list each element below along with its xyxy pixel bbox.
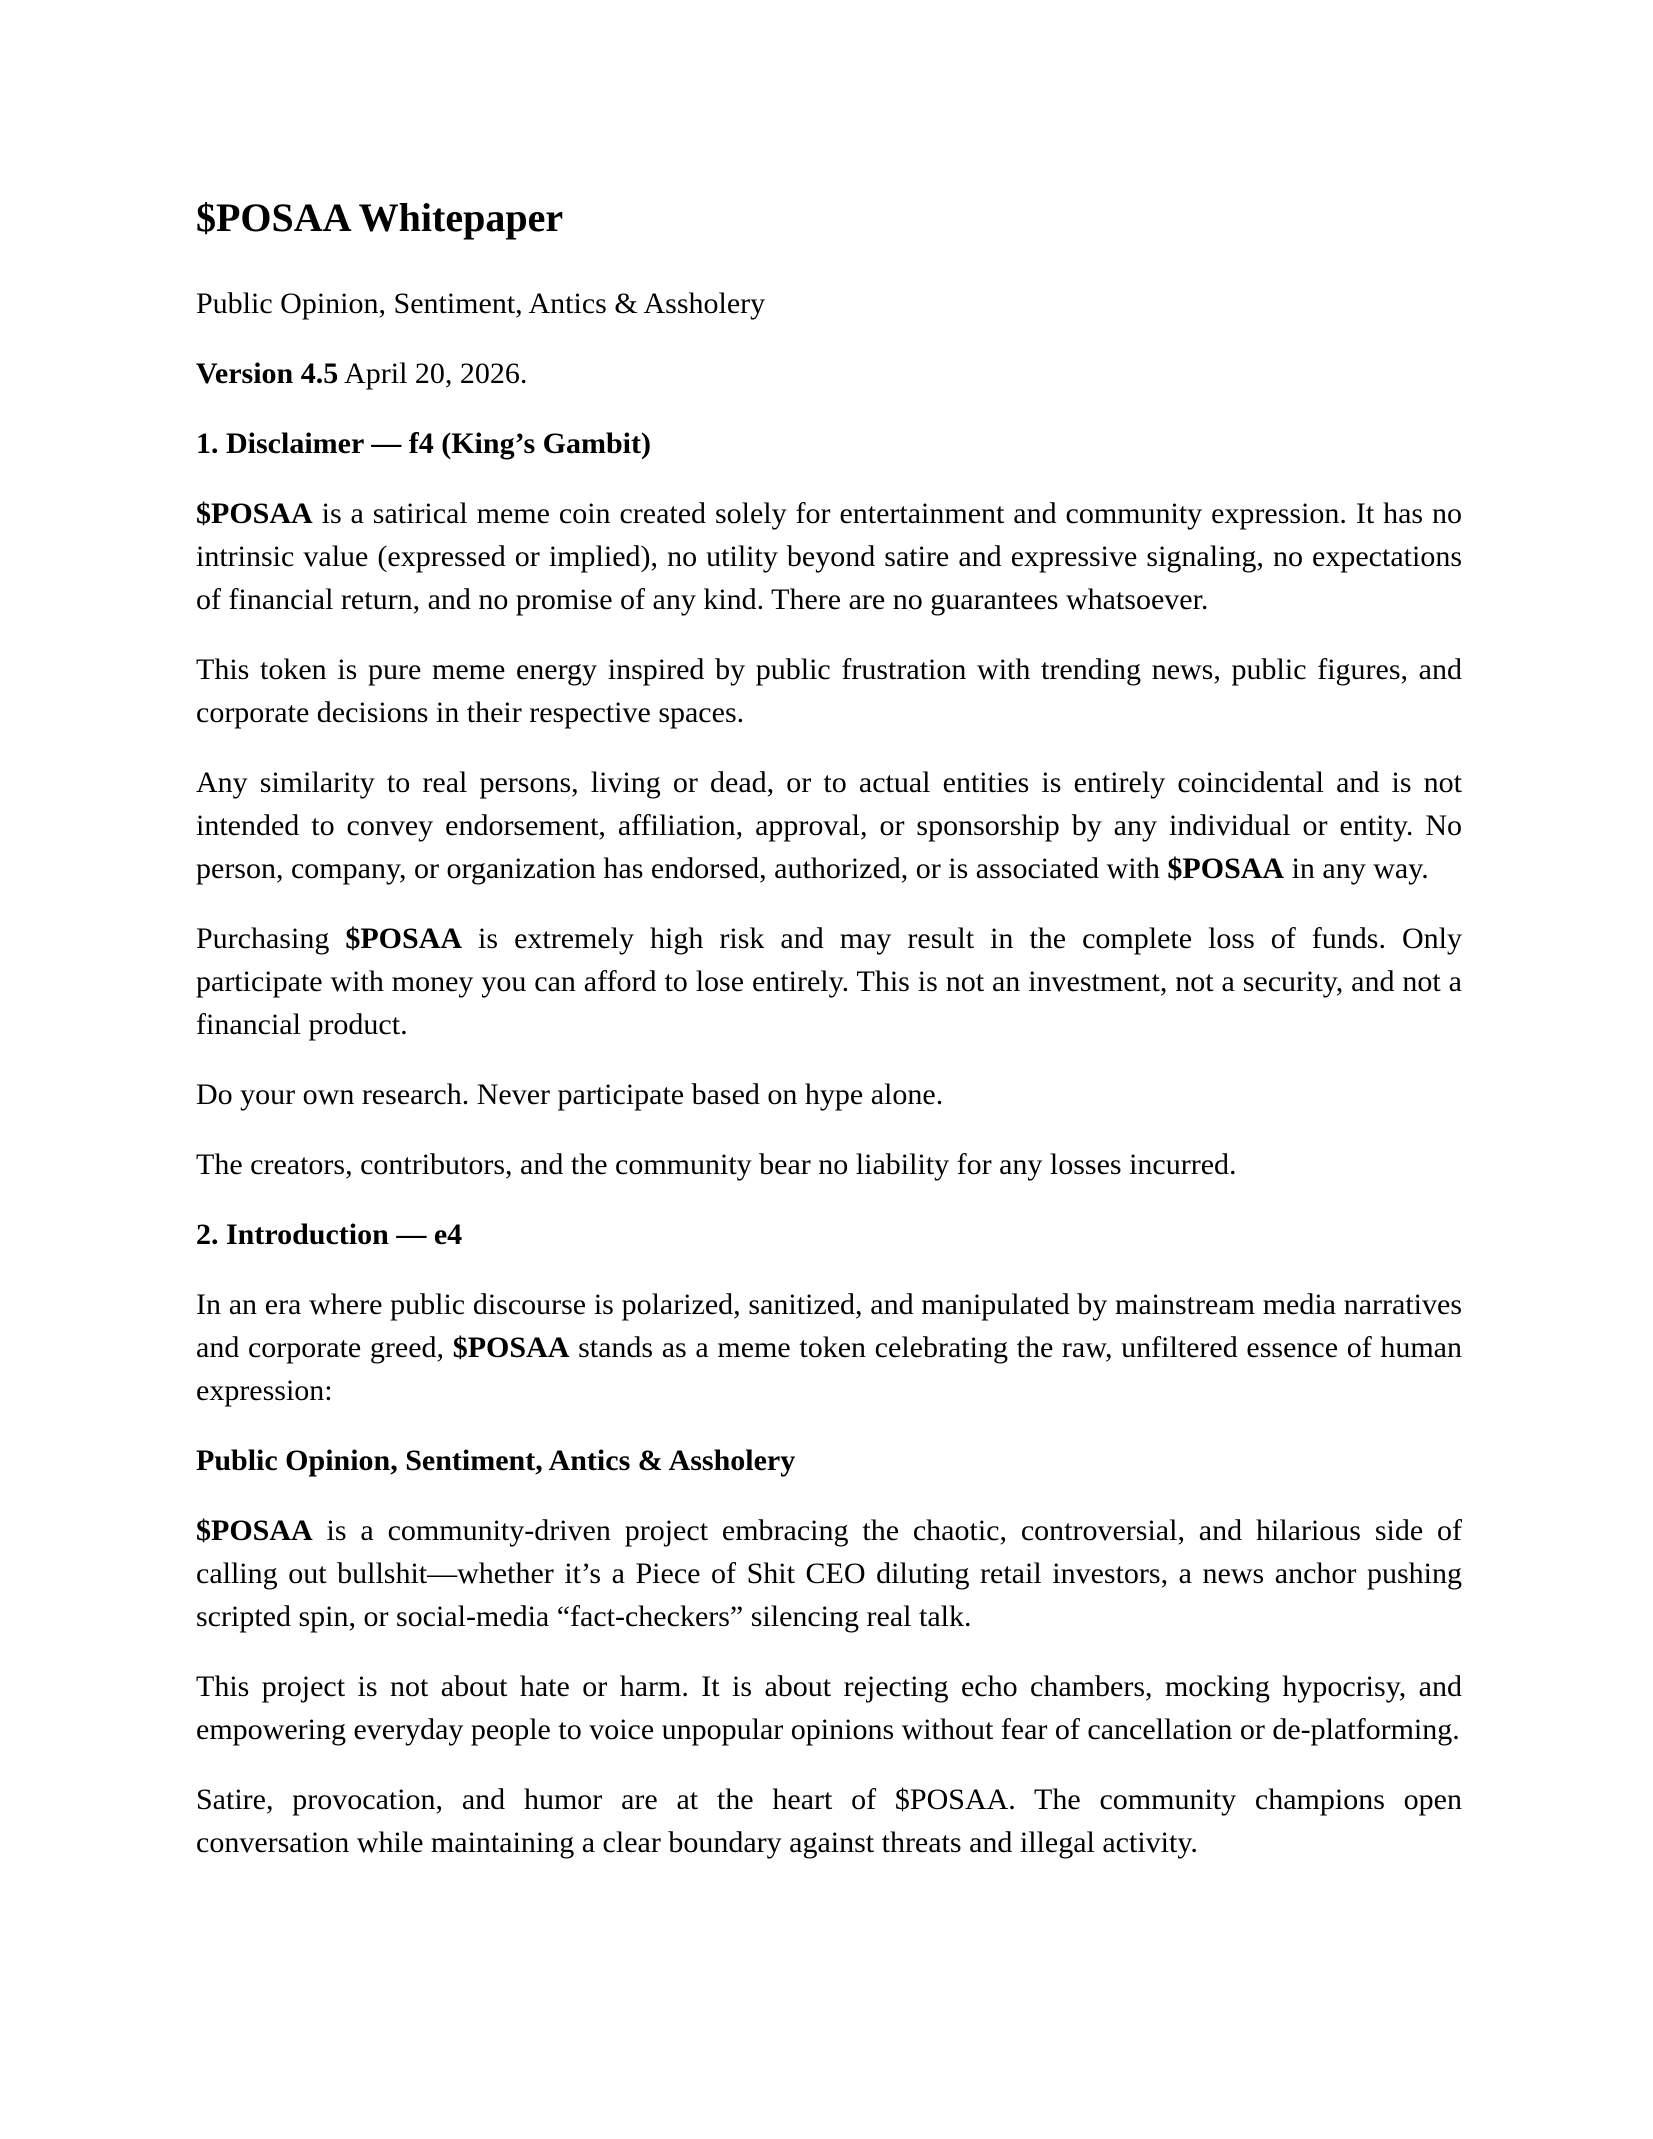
token-name: $POSAA (196, 497, 313, 530)
token-name: $POSAA (452, 1331, 570, 1364)
introduction-paragraph-2 (196, 1509, 1462, 1638)
version-date: April 20, 2026. (338, 357, 528, 390)
token-name: $POSAA (196, 1514, 313, 1547)
paragraph-lead: In an era where public discourse is polarized, sanitized, and manipulated by mainstream media narratives and corporate greed, (196, 1288, 1462, 1364)
disclaimer-paragraph-1 (196, 492, 1462, 621)
paragraph-text: is a community-driven project embracing the chaotic, controversial, and hilarious side of calling out bullshit—whether it’s a Piece of Shit CEO diluting retail investors, a news anchor pushing scripted spin, or social-media “fact-checkers” silencing real talk. (196, 1514, 1462, 1633)
disclaimer-paragraph-4 (196, 917, 1462, 1046)
version-label: Version 4.5 (196, 357, 339, 390)
introduction-paragraph-3: This project is not about hate or harm. It is about rejecting echo chambers, mocking hypocrisy, and empowering everyday people to voice unpopular opinions without fear of cancellation or de-platforming. (196, 1670, 1462, 1746)
version-line (196, 352, 1462, 395)
introduction-subheading: Public Opinion, Sentiment, Antics & Assholery (196, 1444, 796, 1477)
document-subtitle: Public Opinion, Sentiment, Antics & Assholery (196, 287, 766, 320)
disclaimer-paragraph-2: This token is pure meme energy inspired by public frustration with trending news, public figures, and corporate decisions in their respective spaces. (196, 653, 1462, 729)
disclaimer-paragraph-5: Do your own research. Never participate based on hype alone. (196, 1078, 944, 1111)
paragraph-text: is extremely high risk and may result in the complete loss of funds. Only participate with money you can afford to lose entirely. This is not an investment, not a security, and not a financial product. (196, 922, 1462, 1041)
token-name: $POSAA (345, 922, 463, 955)
document-body (196, 190, 1462, 1891)
disclaimer-paragraph-6: The creators, contributors, and the community bear no liability for any losses incurred. (196, 1148, 1237, 1181)
token-name: $POSAA (1167, 852, 1285, 885)
paragraph-text: Any similarity to real persons, living or dead, or to actual entities is entirely coincidental and is not intended to convey endorsement, affiliation, approval, or sponsorship by any individual or entity. No person, company, or organization has endorsed, authorized, or is associated with (196, 766, 1462, 885)
document-title: $POSAA Whitepaper (196, 195, 564, 240)
paragraph-text-tail: in any way. (1284, 852, 1429, 885)
paragraph-lead: Purchasing (196, 922, 346, 955)
section-heading-disclaimer: 1. Disclaimer — f4 (King’s Gambit) (196, 427, 651, 460)
paragraph-text: is a satirical meme coin created solely for entertainment and community expression. It has no intrinsic value (expressed or implied), no utility beyond satire and expressive signaling, no expectations of financial return, and no promise of any kind. There are no guarantees whatsoever. (196, 497, 1462, 616)
introduction-paragraph-4: Satire, provocation, and humor are at the heart of $POSAA. The community champions open conversation while maintaining a clear boundary against threats and illegal activity. (196, 1783, 1462, 1859)
paragraph-text: stands as a meme token celebrating the raw, unfiltered essence of human expression: (196, 1331, 1462, 1407)
section-heading-introduction: 2. Introduction — e4 (196, 1218, 463, 1251)
disclaimer-paragraph-3 (196, 761, 1462, 890)
introduction-paragraph-1 (196, 1283, 1462, 1412)
